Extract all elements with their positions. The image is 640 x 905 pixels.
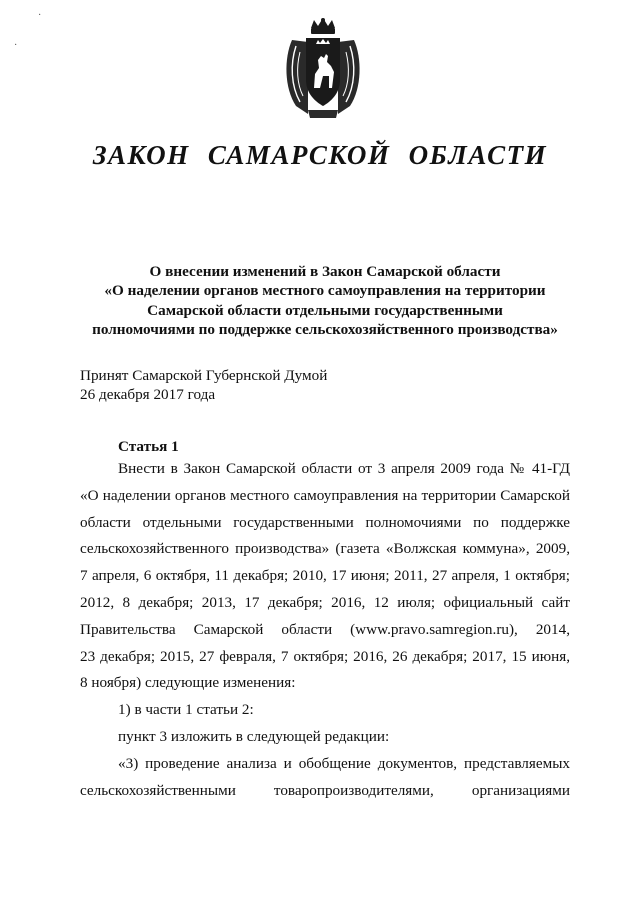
samara-coat-of-arms-icon <box>278 18 368 120</box>
adoption-line: Принят Самарской Губернской Думой <box>80 367 328 384</box>
quoted-text-line: сельскохозяйственными товаропроизводителями, организациями <box>80 781 570 799</box>
paragraph-line: 2012, 8 декабря; 2013, 17 декабря; 2016, 12 июля; официальный сайт <box>80 593 570 611</box>
subject-line: О внесении изменений в Закон Самарской области <box>149 263 501 280</box>
paragraph-line: Правительства Самарской области (www.pravo.samregion.ru), 2014, <box>80 620 570 638</box>
quoted-text-line: «3) проведение анализа и обобщение документов, представляемых <box>118 754 570 772</box>
paragraph-line: 23 декабря; 2015, 27 февраля, 7 октября; 2016, 26 декабря; 2017, 15 июня, <box>80 647 570 665</box>
subject-line: полномочиями по поддержке сельскохозяйственного производства» <box>92 320 558 338</box>
subject-line: «О наделении органов местного самоуправления на территории <box>104 282 546 300</box>
adoption-note <box>80 366 327 404</box>
amendment-instruction: пункт 3 изложить в следующей редакции: <box>118 727 390 745</box>
amendment-item: 1) в части 1 статьи 2: <box>118 701 254 719</box>
paragraph-line: сельскохозяйственного производства» (газета «Волжская коммуна», 2009, <box>80 540 570 558</box>
law-title: ЗАКОН САМАРСКОЙ ОБЛАСТИ <box>92 140 548 170</box>
article-body <box>80 456 570 804</box>
paragraph-line: области отдельными государственными полномочиями по поддержке <box>80 513 570 531</box>
paragraph-line: 7 апреля, 6 октября, 11 декабря; 2010, 17 июня; 2011, 27 апреля, 1 октября; <box>80 567 570 585</box>
paragraph-line: 8 ноября) следующие изменения: <box>80 674 296 692</box>
paragraph-line: «О наделении органов местного самоуправления на территории Самарской <box>80 486 570 504</box>
scan-speck: · <box>38 10 42 21</box>
adoption-line: 26 декабря 2017 года <box>80 386 216 403</box>
paragraph-line: Внести в Закон Самарской области от 3 апреля 2009 года № 41-ГД <box>118 460 570 477</box>
subject-line: Самарской области отдельными государственными <box>147 301 503 319</box>
article-heading: Статья 1 <box>118 438 179 455</box>
law-subject <box>80 262 570 339</box>
scan-speck: · <box>14 40 18 51</box>
